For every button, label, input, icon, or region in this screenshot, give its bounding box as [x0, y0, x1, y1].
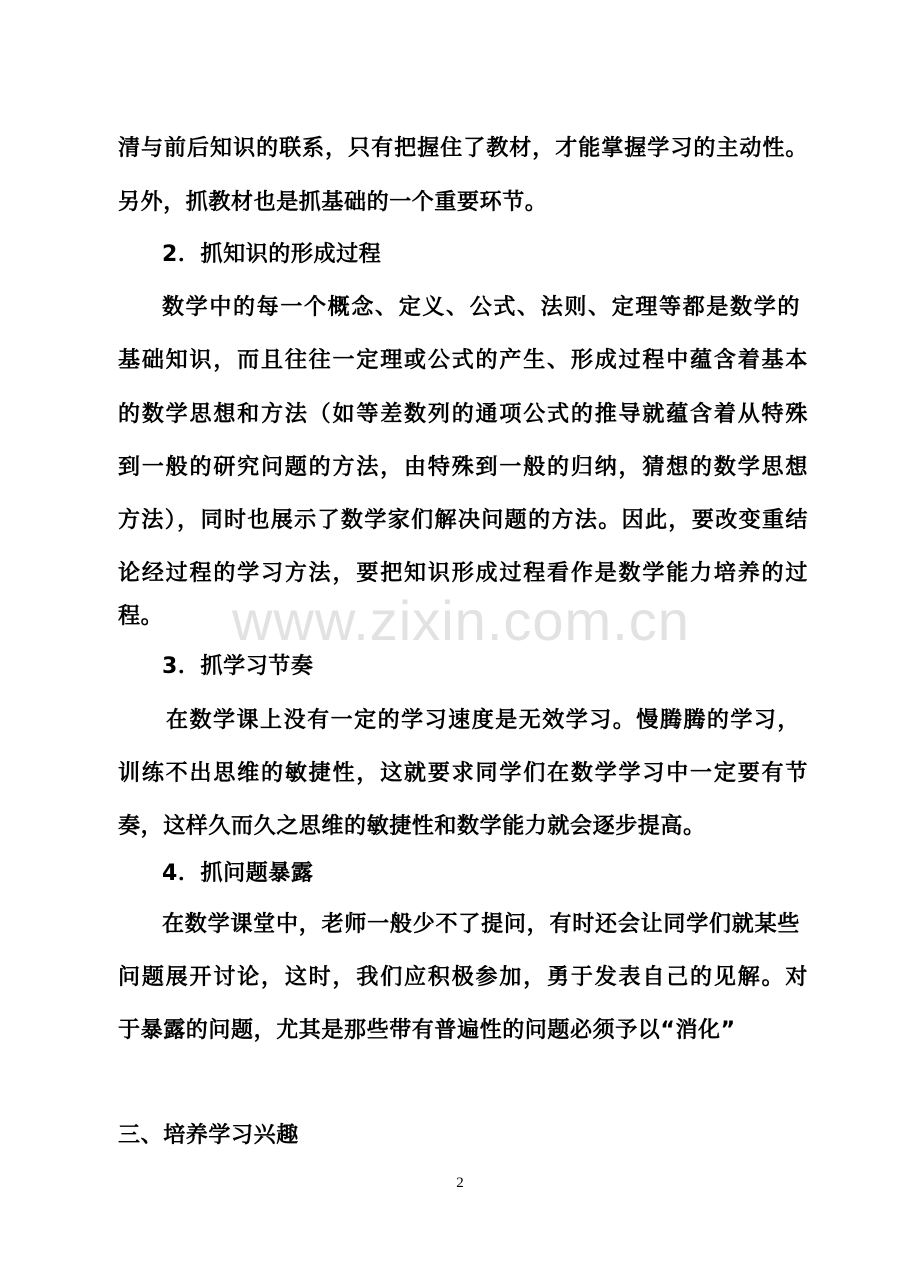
- paragraph-line: 的数学思想和方法（如等差数列的通项公式的推导就蕴含着从特殊: [118, 402, 808, 427]
- paragraph-line: 方法），同时也展示了数学家们解决问题的方法。因此，要改变重结: [118, 508, 808, 533]
- paragraph-line: 程。: [118, 604, 164, 629]
- paragraph-line: 到一般的研究问题的方法，由特殊到一般的归纳，猜想的数学思想: [118, 455, 808, 480]
- paragraph-line: 于暴露的问题，尤其是那些带有普遍性的问题必须予以“消化”: [118, 1018, 736, 1043]
- section-heading: 4．抓问题暴露: [162, 861, 314, 886]
- paragraph-line: 基础知识，而且往往一定理或公式的产生、形成过程中蕴含着基本: [118, 348, 808, 373]
- chapter-heading: 三、培养学习兴趣: [118, 1123, 299, 1148]
- paragraph-line: 训练不出思维的敏捷性，这就要求同学们在数学学习中一定要有节: [118, 761, 808, 786]
- paragraph-line: 问题展开讨论，这时，我们应积极参加，勇于发表自己的见解。对: [118, 965, 808, 990]
- paragraph-line: 另外，抓教材也是抓基础的一个重要环节。: [118, 190, 548, 215]
- paragraph-line: 奏，这样久而久之思维的敏捷性和数学能力就会逐步提高。: [118, 814, 706, 839]
- paragraph-line: 数学中的每一个概念、定义、公式、法则、定理等都是数学的: [162, 295, 800, 320]
- paragraph-line: 在数学课上没有一定的学习速度是无效学习。慢腾腾的学习，: [166, 708, 800, 733]
- section-heading: 2．抓知识的形成过程: [162, 242, 382, 267]
- paragraph-line: 清与前后知识的联系，只有把握住了教材，才能掌握学习的主动性。: [118, 136, 808, 161]
- section-heading: 3．抓学习节奏: [162, 654, 314, 679]
- paragraph-line: 论经过程的学习方法，要把知识形成过程看作是数学能力培养的过: [118, 561, 808, 586]
- paragraph-line: 在数学课堂中，老师一般少不了提问，有时还会让同学们就某些: [162, 912, 800, 937]
- watermark: www.zixin.com.cn: [232, 589, 690, 652]
- page-number: 2: [456, 1175, 464, 1191]
